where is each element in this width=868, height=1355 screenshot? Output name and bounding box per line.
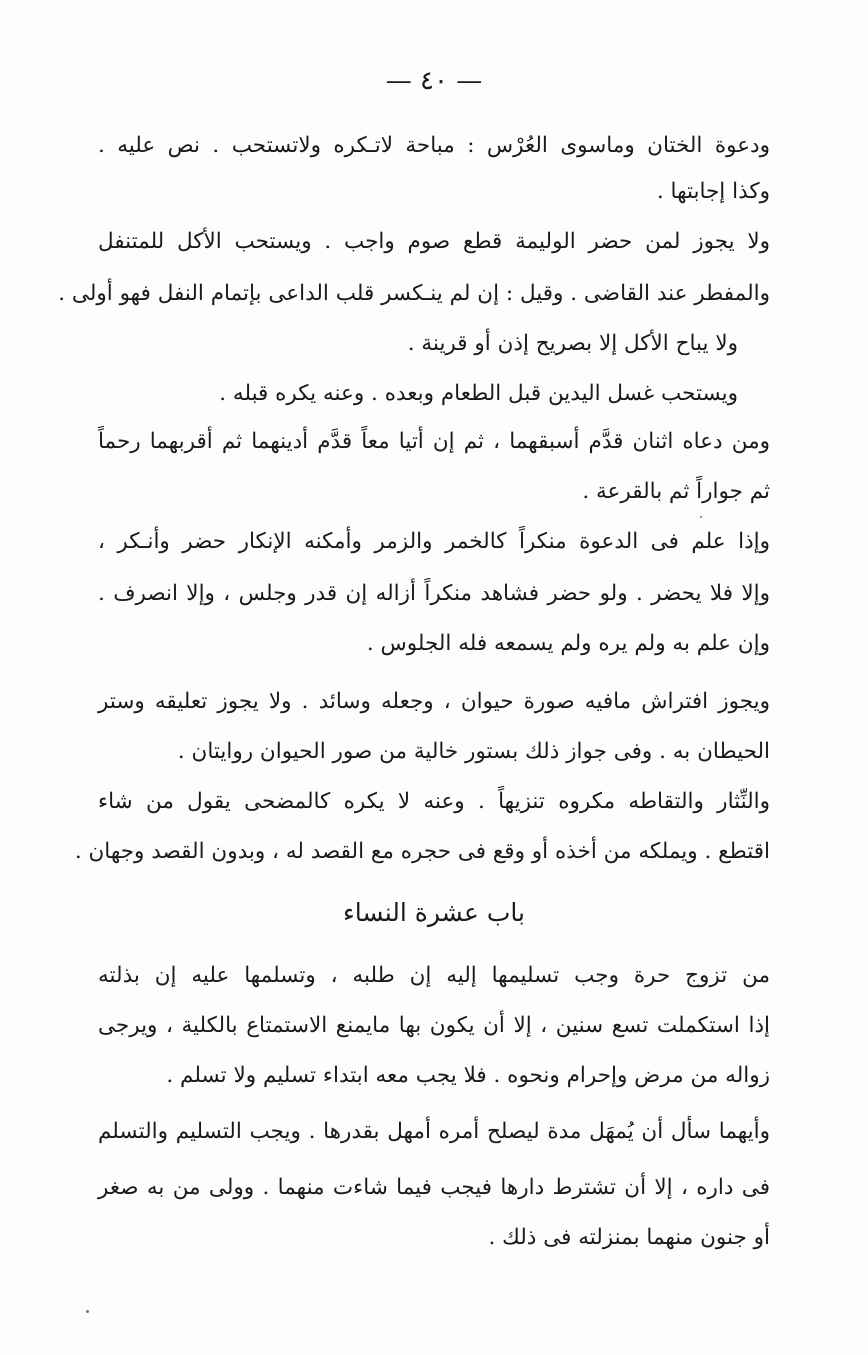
- text-line: إذا استكملت تسع سنين ، إلا أن يكون بها مايمنع الاستمتاع بالكلية ، ويرجى: [98, 1013, 770, 1038]
- text-line: والمفطر عند القاضى . وقيل : إن لم ينـكسر قلب الداعى بإتمام النفل فهو أولى .: [58, 281, 770, 306]
- scan-speck: [700, 516, 702, 518]
- section-heading: باب عشرة النساء: [343, 898, 525, 927]
- text-line: وإلا فلا يحضر . ولو حضر فشاهد منكراً أزاله إن قدر وجلس ، وإلا انصرف .: [98, 581, 770, 606]
- text-line: ويجوز افتراش مافيه صورة حيوان ، وجعله وسائد . ولا يجوز تعليقه وستر: [98, 689, 770, 714]
- text-line: وإن علم به ولم يره ولم يسمعه فله الجلوس .: [366, 631, 770, 656]
- text-line: فى داره ، إلا أن تشترط دارها فيجب فيما شاءت منهما . وولى من به صغر: [98, 1175, 770, 1200]
- text-line: أو جنون منهما بمنزلته فى ذلك .: [488, 1225, 770, 1250]
- text-line: ويستحب غسل اليدين قبل الطعام وبعده . وعنه يكره قبله .: [219, 381, 738, 406]
- text-line: والنِّثار والتقاطه مكروه تنزيهاً . وعنه لا يكره كالمضحى يقول من شاء: [98, 789, 770, 814]
- text-line: ودعوة الختان وماسوى العُرْس : مباحة لاتـكره ولاتستحب . نص عليه .: [98, 133, 770, 158]
- page-number: — ٤٠ —: [385, 66, 483, 96]
- text-line: ومن دعاه اثنان قدَّم أسبقهما ، ثم إن أتيا معاً قدَّم أدينهما ثم أقربهما رحماً: [98, 429, 770, 454]
- text-line: الحيطان به . وفى جواز ذلك بستور خالية من صور الحيوان روايتان .: [177, 739, 770, 764]
- text-line: ثم جواراً ثم بالقرعة .: [582, 479, 770, 504]
- text-line: وأيهما سأل أن يُمهَل مدة ليصلح أمره أمهل بقدرها . ويجب التسليم والتسلم: [98, 1119, 770, 1144]
- text-line: وإذا علم فى الدعوة منكراً كالخمر والزمر وأمكنه الإنكار حضر وأنـكر ،: [98, 529, 770, 554]
- text-line: وكذا إجابتها .: [656, 179, 770, 204]
- text-line: ولا يجوز لمن حضر الوليمة قطع صوم واجب . ويستحب الأكل للمتنفل: [98, 229, 770, 254]
- text-line: من تزوج حرة وجب تسليمها إليه إن طلبه ، وتسلمها عليه إن بذلته: [98, 963, 770, 988]
- text-line: ولا يباح الأكل إلا بصريح إذن أو قرينة .: [407, 331, 738, 356]
- text-line: زواله من مرض وإحرام ونحوه . فلا يجب معه ابتداء تسليم ولا تسلم .: [166, 1063, 770, 1088]
- text-line: اقتطع . ويملكه من أخذه أو وقع فى حجره مع القصد له ، وبدون القصد وجهان .: [74, 839, 770, 864]
- scan-speck: [86, 1310, 89, 1313]
